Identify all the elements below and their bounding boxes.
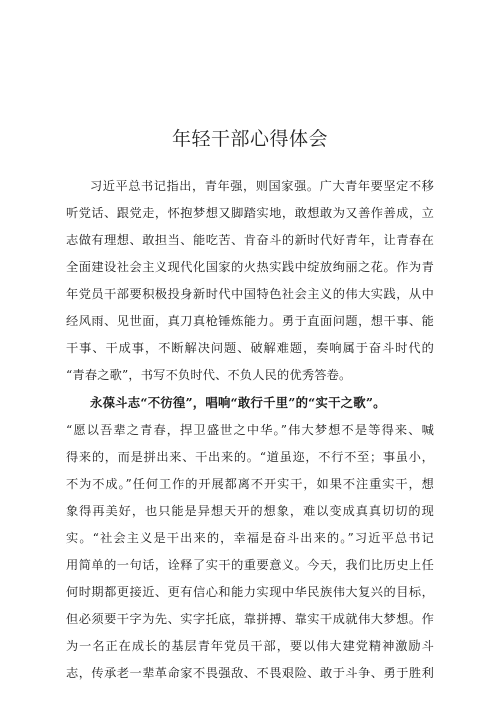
section-heading: 永葆斗志“不彷徨”，唱响“敢行千里”的“实干之歌”。 [90, 395, 386, 410]
paragraph-2-line-3: 不为不成。”任何工作的开展都离不开实干，如果不注重实干，想 [66, 477, 434, 491]
paragraph-1-line-8: “青春之歌”，书写不负时代、不负人民的优秀答卷。 [66, 368, 352, 382]
paragraph-2-line-2: 得来的，而是拼出来、干出来的。“道虽迩，不行不至；事虽小， [66, 450, 434, 464]
document-title: 年轻干部心得体会 [171, 128, 328, 150]
paragraph-1-line-7: 干事、干成事，不断解决问题、破解难题，奏响属于奋斗时代的 [66, 341, 434, 355]
paragraph-1-line-1: 习近平总书记指出，青年强，则国家强。广大青年要坚定不移 [90, 179, 434, 193]
paragraph-2-line-5: 实。“社会主义是干出来的，幸福是奋斗出来的。”习近平总书记 [66, 531, 434, 545]
paragraph-2-line-9: 为一名正在成长的基层青年党员干部，要以伟大建党精神激励斗 [66, 639, 434, 653]
paragraph-2-line-10: 志，传承老一辈革命家不畏强敌、不畏艰险、敢于斗争、勇于胜利 [66, 666, 434, 680]
paragraph-1-line-5: 年党员干部要积极投身新时代中国特色社会主义的伟大实践，从中 [66, 287, 434, 301]
paragraph-1-line-3: 志做有理想、敢担当、能吃苦、肯奋斗的新时代好青年，让青春在 [66, 233, 434, 247]
paragraph-2-line-1: “愿以吾辈之青春，捍卫盛世之中华。”伟大梦想不是等得来、喊 [66, 423, 434, 437]
paragraph-2-line-8: 但必须要干字为先、实字托底，靠拼搏、靠实干成就伟大梦想。作 [66, 612, 434, 626]
paragraph-1-line-6: 经风雨、见世面，真刀真枪锤炼能力。勇于直面问题，想干事、能 [66, 314, 434, 328]
paragraph-2-line-7: 何时期都更接近、更有信心和能力实现中华民族伟大复兴的目标， [66, 585, 434, 599]
paragraph-2-line-4: 象得再美好，也只能是异想天开的想象，难以变成真真切切的现 [66, 504, 434, 518]
paragraph-1-line-2: 听党话、跟党走，怀抱梦想又脚踏实地，敢想敢为又善作善成，立 [66, 206, 434, 220]
paragraph-1-line-4: 全面建设社会主义现代化国家的火热实践中绽放绚丽之花。作为青 [66, 260, 434, 274]
paragraph-2-line-6: 用简单的一句话，诠释了实干的重要意义。今天，我们比历史上任 [66, 558, 434, 572]
